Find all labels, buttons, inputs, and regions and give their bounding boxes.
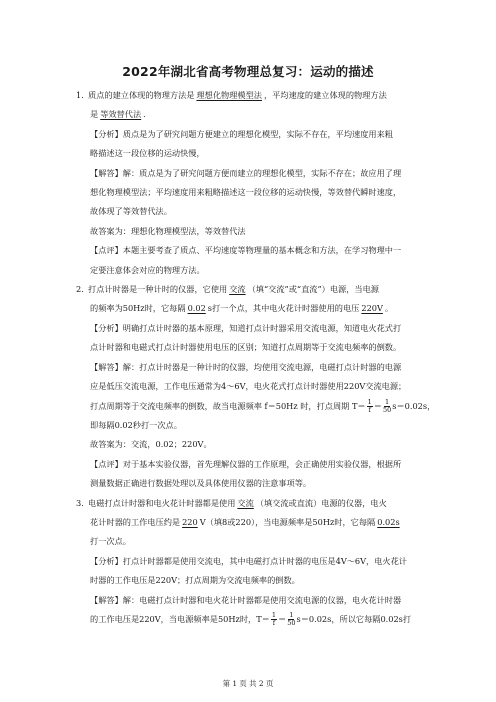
page-footer: 第 1 页 共 2 页 xyxy=(222,679,274,688)
q3-formula-line: 的工作电压是220V，当电源频率是50Hz时，T＝ $\frac{1}{f}$ ＝ $\frac{1}{50}$ s＝0.02s，所以它每隔0.02s打 xyxy=(90,611,412,628)
q2-solution: 【解答】解：打点计时器是一种计时的仪器，均使用交流电源，电磁打点计时器的电源 xyxy=(90,361,402,372)
q3-blank-3: 0.02s xyxy=(377,516,400,527)
q2-stem-line-2: 的频率为50Hz时，它每隔 0.02 s打一个点，其中电火花计时器使用的电压 220V 。 xyxy=(90,303,394,314)
fraction-1-over-50: $\frac{1}{50}$ xyxy=(382,398,392,414)
q1-analysis: 【分析】质点是为了研究问题方便建立的理想化模型，实际不存在，平均速度用来粗 xyxy=(90,128,393,139)
q2-number: 2． xyxy=(76,284,90,295)
question-1: 1．质点的建立体现的物理方法是 理想化物理模型法 ，平均速度的建立体现的物理方法 是 等效替代法 ． 【分析】质点是为了研究问题方便建立的理想化模型，实际不存在，平均速度用来粗 略描述这一段位移的运动快慢， 【解答】解：质点是为了研究问题方便而建立的理想化模型，实际不存在；故应用了理 想化物理模型法；平均速度用来粗略描述这一段位移的运动快慢，等效替代瞬时速度， 故体现了等效替代法。 故答案为：理想化物理模型法，等效替代法 【点评】本题主要考查了质点、平均速度等物理量的基本概念和方法，在学习物理中一 定要注意体会对应的物理方法。 xyxy=(76,86,428,280)
q1-answer: 故答案为：理想化物理模型法，等效替代法 xyxy=(90,225,246,236)
q3-stem-line-1: 3．电磁打点计时器和电火花计时器都是使用 交流 （填交流或直流）电源的仪器，电火 xyxy=(76,494,428,513)
q1-blank-2: 等效替代法 xyxy=(100,109,142,120)
fraction-1-over-50: $\frac{1}{50}$ xyxy=(287,611,296,628)
q1-stem-line-2: 是 等效替代法 ． xyxy=(90,109,152,120)
q2-answer: 故答案为：交流，0.02；220V。 xyxy=(90,439,212,450)
q2-blank-2: 0.02 xyxy=(187,303,206,314)
q2-analysis: 【分析】明确打点计时器的基本原理，知道打点计时器采用交流电源，知道电火花式打 xyxy=(90,322,402,333)
q3-stem-line-2: 花计时器的工作电压约是 220 V（填8或220），当电源频率是50Hz时，它每隔 0.02s xyxy=(90,516,400,527)
q3-blank-1: 交流 xyxy=(237,497,254,508)
page-title: 2022年湖北省高考物理总复习：运动的描述 xyxy=(122,64,374,79)
q1-comment: 【点评】本题主要考查了质点、平均速度等物理量的基本概念和方法，在学习物理中一 xyxy=(90,245,402,256)
q3-number: 3． xyxy=(76,497,90,508)
q2-formula-line: 打点周期等于交流电频率的倒数，故当电源频率 f＝50Hz 时，打点周期 T＝ $\frac{1}{f}$ ＝ $\frac{1}{50}$ s＝0.02s， xyxy=(90,398,436,414)
q1-stem-line-1: 1．质点的建立体现的物理方法是 理想化物理模型法 ，平均速度的建立体现的物理方法 xyxy=(76,86,428,105)
q2-blank-3: 220V xyxy=(361,303,383,314)
q3-solution: 【解答】解：电磁打点计时器和电火花计时器都是使用交流电源的仪器，电火花计时器 xyxy=(90,594,402,605)
fraction-1-over-f: $\frac{1}{f}$ xyxy=(367,398,372,414)
q2-stem-line-1: 2．打点计时器是一种计时的仪器，它使用 交流 （填“交流”或“直流”）电源，当电源 xyxy=(76,280,428,299)
fraction-1-over-f: $\frac{1}{f}$ xyxy=(271,611,277,628)
q1-blank-1: 理想化物理模型法 xyxy=(196,90,262,100)
q1-number: 1． xyxy=(76,90,90,100)
question-3: 3．电磁打点计时器和电火花计时器都是使用 交流 （填交流或直流）电源的仪器，电火 花计时器的工作电压约是 220 V（填8或220），当电源频率是50Hz时，它每隔 0.02s 打一次点。 【分析】打点计时器都是使用交流电，其中电磁打点计时器的电压是4V～6V，电火花计 时器的工作电压是220V；打点周期为交流电频率的倒数。 【解答】解：电磁打点计时器和电火花计时器都是使用交流电源的仪器，电火花计时器 的工作电压是220V，当电源频率是50Hz时，T＝ $\frac{1}{f}$ ＝ $\frac{1}{50}$ s＝0.02s，所以它每隔0.02s打 xyxy=(76,494,428,630)
q3-blank-2: 220 xyxy=(182,516,198,527)
q1-solution: 【解答】解：质点是为了研究问题方便而建立的理想化模型，实际不存在；故应用了理 xyxy=(90,167,402,178)
question-2: 2．打点计时器是一种计时的仪器，它使用 交流 （填“交流”或“直流”）电源，当电源 的频率为50Hz时，它每隔 0.02 s打一个点，其中电火花计时器使用的电压 220V 。 【分析】明确打点计时器的基本原理，知道打点计时器采用交流电源，知道电火花式打 点计时器和电磁式打点计时器使用电压的区别；知道打点周期等于交流电频率的倒数。 【解答】解：打点计时器是一种计时的仪器，均使用交流电源，电磁打点计时器的电源 应是低压交流电源，工作电压通常为4～6V，电火花式打点计时器使用220V交流电源； 打点周期等于交流电频率的倒数，故当电源频率 f＝50Hz 时，打点周期 T＝ $\frac{1}{f}$ ＝ $\frac{1}{50}$ s＝0.02s， 即每隔0.02秒打一次点。 故答案为：交流，0.02；220V。 【点评】对于基本实验仪器，首先理解仪器的工作原理，会正确使用实验仪器，根据所 测量数据正确进行数据处理以及具体使用仪器的注意事项等。 xyxy=(76,280,428,493)
q3-analysis: 【分析】打点计时器都是使用交流电，其中电磁打点计时器的电压是4V～6V，电火花计 xyxy=(90,555,407,566)
page-content xyxy=(76,86,436,629)
q2-comment: 【点评】对于基本实验仪器，首先理解仪器的工作原理，会正确使用实验仪器，根据所 xyxy=(90,458,402,469)
q2-blank-1: 交流 xyxy=(229,284,246,295)
